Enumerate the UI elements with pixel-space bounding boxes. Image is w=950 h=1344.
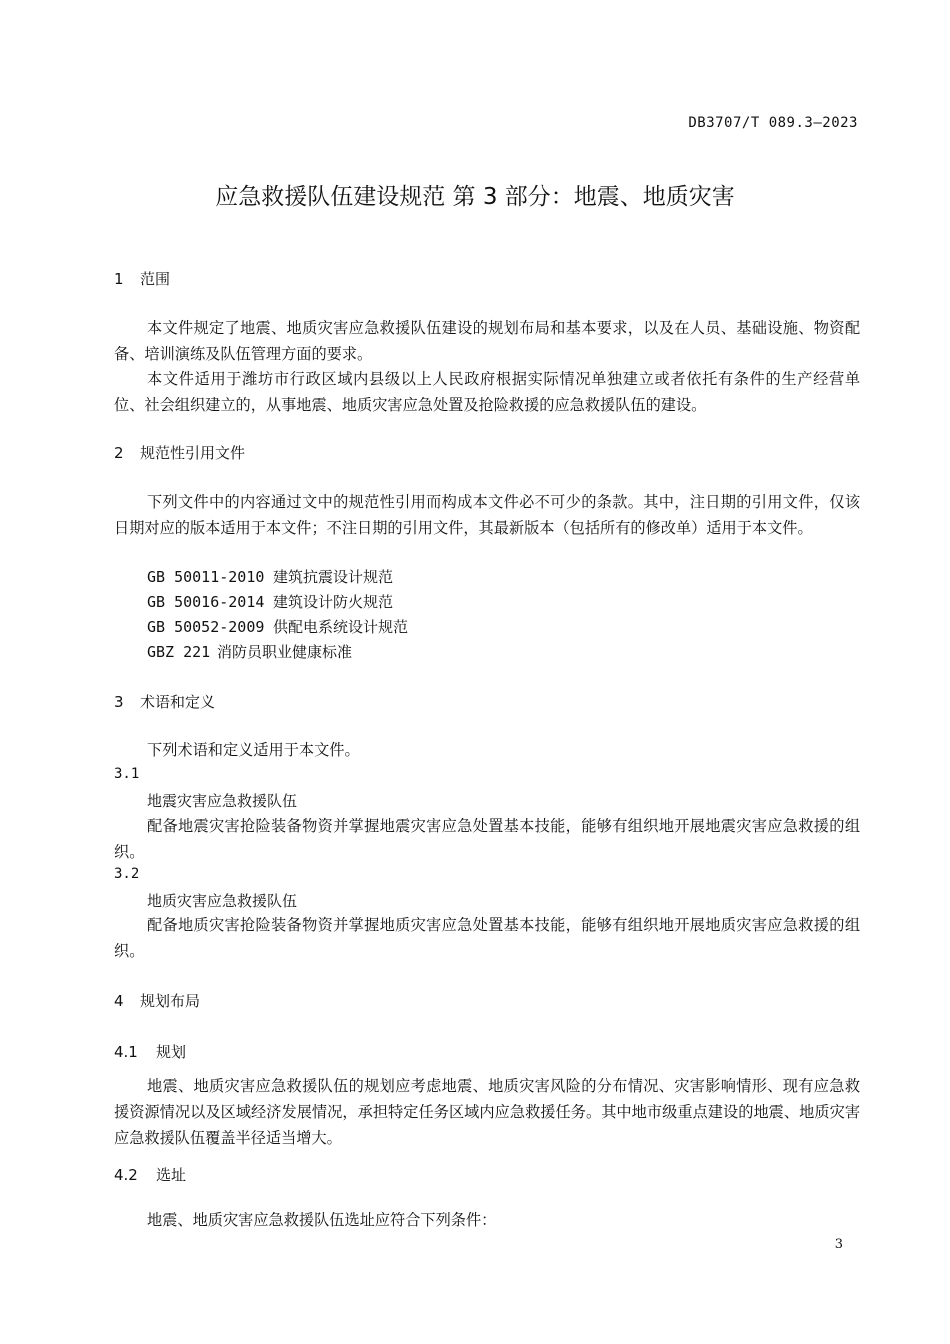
- term-number: 3.2: [114, 866, 140, 882]
- reference-name: 消防员职业健康标准: [217, 643, 353, 661]
- reference-item: [147, 566, 393, 587]
- subsection-4-2-heading: [114, 1164, 186, 1185]
- reference-code: GB 50052-2009: [147, 618, 265, 636]
- reference-code: GB 50016-2014: [147, 593, 265, 611]
- paragraph: 地震、地质灾害应急救援队伍选址应符合下列条件：: [147, 1211, 497, 1229]
- section-4-heading: [114, 990, 200, 1011]
- section-1-heading: [114, 268, 170, 289]
- section-number: 3: [114, 693, 124, 711]
- subsection-4-1-heading: [114, 1041, 186, 1062]
- reference-name: 供配电系统设计规范: [273, 618, 409, 636]
- section-title: 范围: [140, 270, 171, 288]
- section-2-heading: [114, 442, 245, 463]
- reference-code: GB 50011-2010: [147, 568, 265, 586]
- paragraph: 下列术语和定义适用于本文件。: [147, 741, 360, 759]
- reference-name: 建筑抗震设计规范: [273, 568, 394, 586]
- reference-name: 建筑设计防火规范: [273, 593, 394, 611]
- subsection-number: 4.1: [114, 1043, 138, 1061]
- paragraph: 地震、地质灾害应急救援队伍的规划应考虑地震、地质灾害风险的分布情况、灾害影响情形、现有应急救援资源情况以及区域经济发展情况，承担特定任务区域内应急救援任务。其中地市级重点建设的地震、地质灾害应急救援队伍覆盖半径适当增大。: [114, 1077, 860, 1147]
- document-title: 应急救援队伍建设规范 第 3 部分：地震、地质灾害: [215, 184, 735, 210]
- term-definition: 配备地质灾害抢险装备物资并掌握地质灾害应急处置基本技能，能够有组织地开展地质灾害应急救援的组织。: [114, 916, 860, 960]
- reference-item: [147, 591, 393, 612]
- subsection-title: 选址: [156, 1166, 187, 1184]
- term-definition: 配备地震灾害抢险装备物资并掌握地震灾害应急处置基本技能，能够有组织地开展地震灾害应急救援的组织。: [114, 817, 860, 861]
- document-id: DB3707/T 089.3—2023: [688, 115, 858, 131]
- term-number: 3.1: [114, 766, 140, 782]
- paragraph: 本文件适用于潍坊市行政区域内县级以上人民政府根据实际情况单独建立或者依托有条件的生产经营单位、社会组织建立的，从事地震、地质灾害应急处置及抢险救援的应急救援队伍的建设。: [114, 370, 860, 414]
- reference-item: [147, 616, 408, 637]
- section-3-heading: [114, 691, 215, 712]
- reference-item: [147, 641, 352, 662]
- subsection-title: 规划: [156, 1043, 187, 1061]
- section-title: 规范性引用文件: [140, 444, 246, 462]
- term-name: 地质灾害应急救援队伍: [147, 892, 298, 910]
- paragraph: 本文件规定了地震、地质灾害应急救援队伍建设的规划布局和基本要求，以及在人员、基础设施、物资配备、培训演练及队伍管理方面的要求。: [114, 319, 860, 363]
- subsection-number: 4.2: [114, 1166, 138, 1184]
- reference-code: GBZ 221: [147, 643, 211, 661]
- section-title: 术语和定义: [140, 693, 216, 711]
- page-number: 3: [834, 1237, 843, 1252]
- term-name: 地震灾害应急救援队伍: [147, 792, 298, 810]
- section-number: 2: [114, 444, 124, 462]
- section-number: 4: [114, 992, 124, 1010]
- section-number: 1: [114, 270, 124, 288]
- paragraph: 下列文件中的内容通过文中的规范性引用而构成本文件必不可少的条款。其中，注日期的引用文件，仅该日期对应的版本适用于本文件；不注日期的引用文件，其最新版本（包括所有的修改单）适用于本文件。: [114, 493, 860, 537]
- section-title: 规划布局: [140, 992, 201, 1010]
